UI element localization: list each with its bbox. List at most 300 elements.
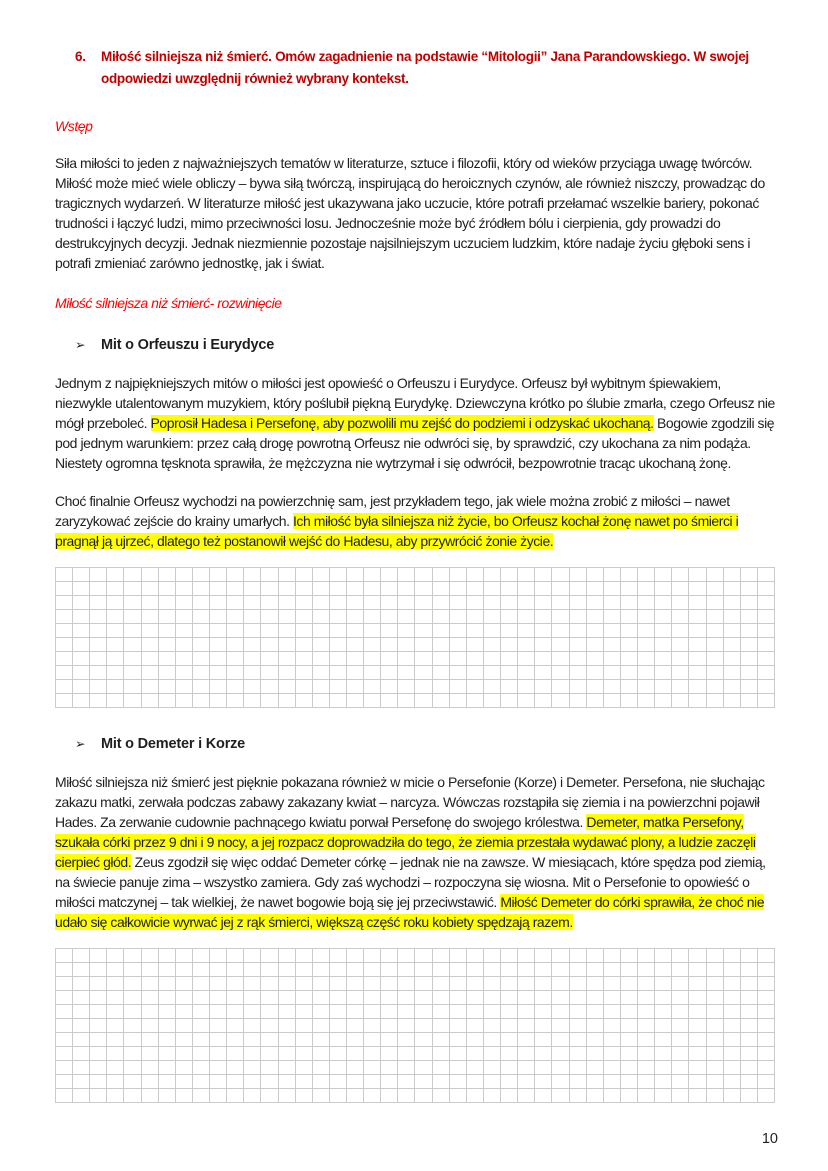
grid-cell <box>655 1047 672 1061</box>
grid-cell <box>124 991 141 1005</box>
grid-cell <box>450 666 467 680</box>
grid-cell <box>176 1019 193 1033</box>
grid-cell <box>758 582 775 596</box>
highlighted-text: Demeter, matka Persefony, szukała córki przez 9 dni i 9 nocy, a jej rozpacz doprowadziła do tego, że ziemia przestała wydawać plony, a ludzie zaczęli cierpieć głód. <box>55 814 756 870</box>
grid-cell <box>724 1033 741 1047</box>
grid-cell <box>707 1033 724 1047</box>
grid-cell <box>672 596 689 610</box>
page-number: 10 <box>761 1131 778 1147</box>
grid-cell <box>758 568 775 582</box>
grid-cell <box>552 1061 569 1075</box>
grid-cell <box>90 963 107 977</box>
grid-cell <box>193 963 210 977</box>
grid-cell <box>398 1075 415 1089</box>
grid-cell <box>261 624 278 638</box>
grid-cell <box>604 680 621 694</box>
grid-cell <box>501 680 518 694</box>
grid-cell <box>296 991 313 1005</box>
grid-cell <box>672 568 689 582</box>
grid-cell <box>433 1075 450 1089</box>
grid-cell <box>467 949 484 963</box>
grid-cell <box>758 977 775 991</box>
grid-cell <box>415 652 432 666</box>
grid-cell <box>655 680 672 694</box>
grid-cell <box>364 596 381 610</box>
grid-cell <box>501 610 518 624</box>
grid-cell <box>364 1005 381 1019</box>
grid-cell <box>261 1005 278 1019</box>
grid-cell <box>124 652 141 666</box>
grid-cell <box>227 596 244 610</box>
grid-cell <box>210 680 227 694</box>
grid-cell <box>724 624 741 638</box>
grid-cell <box>638 638 655 652</box>
grid-cell <box>398 1089 415 1103</box>
grid-cell <box>758 596 775 610</box>
grid-cell <box>741 1019 758 1033</box>
grid-cell <box>570 610 587 624</box>
grid-cell <box>73 610 90 624</box>
grid-cell <box>210 610 227 624</box>
grid-cell <box>672 991 689 1005</box>
grid-cell <box>655 977 672 991</box>
grid-cell <box>90 596 107 610</box>
section-heading-wstep: Wstęp <box>55 118 93 134</box>
grid-cell <box>415 694 432 708</box>
grid-cell <box>415 666 432 680</box>
grid-cell <box>142 596 159 610</box>
grid-cell <box>415 1075 432 1089</box>
grid-cell <box>638 596 655 610</box>
grid-cell <box>210 1033 227 1047</box>
grid-cell <box>313 582 330 596</box>
grid-cell <box>552 991 569 1005</box>
grid-cell <box>381 624 398 638</box>
grid-cell <box>330 1061 347 1075</box>
grid-cell <box>398 596 415 610</box>
grid-cell <box>741 1075 758 1089</box>
grid-cell <box>330 1075 347 1089</box>
grid-cell <box>193 1075 210 1089</box>
grid-cell <box>347 610 364 624</box>
grid-cell <box>347 963 364 977</box>
grid-cell <box>193 1019 210 1033</box>
highlighted-text: Poprosił Hadesa i Persefonę, aby pozwolili mu zejść do podziemi i odzyskać ukochaną. <box>150 415 654 431</box>
grid-cell <box>535 624 552 638</box>
myth-title-demeter-label: Mit o Demeter i Korze <box>101 736 246 752</box>
grid-cell <box>672 694 689 708</box>
grid-cell <box>107 596 124 610</box>
grid-cell <box>433 1033 450 1047</box>
grid-cell <box>655 638 672 652</box>
grid-cell <box>261 638 278 652</box>
grid-cell <box>296 666 313 680</box>
grid-cell <box>621 1075 638 1089</box>
grid-cell <box>724 582 741 596</box>
grid-cell <box>244 638 261 652</box>
paragraph-intro <box>55 153 775 273</box>
grid-cell <box>279 963 296 977</box>
grid-cell <box>707 949 724 963</box>
grid-cell <box>142 1075 159 1089</box>
grid-cell <box>552 1005 569 1019</box>
grid-cell <box>313 1089 330 1103</box>
grid-cell <box>56 610 73 624</box>
text-segment: Siła miłości to jeden z najważniejszych tematów w literaturze, sztuce i filozofii, który od wieków przyciąga uwagę twórców. Miłość może mieć wiele obliczy – bywa siłą twórczą, inspirującą do heroicznych czynów, ale również niszczy, prowadząc do tragicznych wydarzeń. W literaturze miłość jest ukazywana jako uczucie, które potrafi przełamać wszelkie bariery, pokonać trudności i łączyć ludzi, mimo przeciwności losu. Jednocześnie może być źródłem bólu i cierpienia, gdy prowadzi do destrukcyjnych decyzji. Jednak niezmiennie pozostaje najsilniejszym uczuciem ludzkim, które nadaje życiu głęboki sens i potrafi zmieniać zarówno jednostkę, jak i świat. <box>55 155 765 271</box>
grid-cell <box>741 1047 758 1061</box>
grid-cell <box>587 963 604 977</box>
grid-cell <box>176 1061 193 1075</box>
grid-cell <box>621 1033 638 1047</box>
grid-cell <box>604 694 621 708</box>
grid-cell <box>398 977 415 991</box>
grid-cell <box>279 582 296 596</box>
grid-cell <box>638 694 655 708</box>
grid-cell <box>433 596 450 610</box>
grid-cell <box>261 582 278 596</box>
grid-cell <box>433 1005 450 1019</box>
grid-cell <box>398 610 415 624</box>
grid-cell <box>176 624 193 638</box>
grid-cell <box>347 991 364 1005</box>
grid-cell <box>450 1061 467 1075</box>
grid-cell <box>90 1019 107 1033</box>
grid-cell <box>90 1047 107 1061</box>
grid-cell <box>467 652 484 666</box>
grid-cell <box>142 610 159 624</box>
grid-cell <box>124 596 141 610</box>
grid-cell <box>244 582 261 596</box>
grid-cell <box>261 694 278 708</box>
grid-cell <box>587 680 604 694</box>
grid-cell <box>313 680 330 694</box>
grid-cell <box>313 652 330 666</box>
grid-cell <box>638 991 655 1005</box>
grid-cell <box>552 638 569 652</box>
grid-cell <box>672 963 689 977</box>
grid-cell <box>689 1047 706 1061</box>
paragraph-demeter <box>55 772 775 932</box>
grid-cell <box>433 1061 450 1075</box>
highlighted-text: Miłość Demeter do córki sprawiła, że choć nie udało się całkowicie wyrwać jej z rąk śmierci, większą część roku kobiety spędzają razem. <box>55 894 765 930</box>
grid-cell <box>621 991 638 1005</box>
grid-cell <box>433 1047 450 1061</box>
grid-cell <box>244 991 261 1005</box>
grid-cell <box>90 666 107 680</box>
grid-cell <box>296 596 313 610</box>
grid-cell <box>124 1033 141 1047</box>
grid-cell <box>484 652 501 666</box>
text-segment: Jednym z najpiękniejszych mitów o miłości jest opowieść o Orfeuszu i Eurydyce. Orfeusz był wybitnym śpiewakiem, niezwykle utalentowanym muzykiem, który poślubił piękną Eurydykę. Dziewczyna krótko po ślubie zmarła, czego Orfeusz nie mógł przeboleć. <box>55 375 775 431</box>
grid-cell <box>124 568 141 582</box>
grid-cell <box>518 991 535 1005</box>
grid-cell <box>450 694 467 708</box>
grid-cell <box>450 582 467 596</box>
grid-cell <box>90 949 107 963</box>
grid-cell <box>296 610 313 624</box>
grid-cell <box>227 1019 244 1033</box>
grid-cell <box>142 624 159 638</box>
grid-cell <box>107 1075 124 1089</box>
grid-cell <box>227 963 244 977</box>
grid-cell <box>261 1033 278 1047</box>
grid-cell <box>570 1033 587 1047</box>
grid-cell <box>227 638 244 652</box>
grid-cell <box>296 1019 313 1033</box>
arrow-bullet-icon: ➢ <box>75 737 86 751</box>
grid-cell <box>244 963 261 977</box>
grid-cell <box>415 1089 432 1103</box>
grid-cell <box>381 1019 398 1033</box>
grid-cell <box>758 1089 775 1103</box>
text-segment: Zeus zgodził się więc oddać Demeter córkę – jednak nie na zawsze. W miesiącach, które spędza pod ziemią, na świecie panuje zima – wszystko zamiera. Gdy zaś wychodzi – rozpoczyna się wiosna. Mit o Persefonie to opowieść o miłości matczynej – tak wielkiej, że nawet bogowie boją się jej przeciwstawić. <box>55 854 766 910</box>
grid-cell <box>535 977 552 991</box>
grid-cell <box>724 694 741 708</box>
grid-cell <box>107 680 124 694</box>
grid-cell <box>518 568 535 582</box>
grid-cell <box>655 1075 672 1089</box>
grid-cell <box>176 963 193 977</box>
grid-cell <box>176 1005 193 1019</box>
grid-cell <box>415 1061 432 1075</box>
text-segment: Choć finalnie Orfeusz wychodzi na powierzchnię sam, jest przykładem tego, jak wiele można zrobić z miłości – nawet zaryzykować zejście do krainy umarłych. <box>55 493 730 529</box>
grid-cell <box>210 1047 227 1061</box>
grid-cell <box>724 568 741 582</box>
grid-cell <box>124 624 141 638</box>
grid-cell <box>450 1089 467 1103</box>
grid-cell <box>535 1033 552 1047</box>
grid-cell <box>724 977 741 991</box>
grid-cell <box>56 1033 73 1047</box>
grid-cell <box>501 949 518 963</box>
grid-cell <box>689 1075 706 1089</box>
grid-cell <box>655 1061 672 1075</box>
grid-cell <box>364 991 381 1005</box>
arrow-bullet-icon: ➢ <box>75 338 86 352</box>
grid-cell <box>570 582 587 596</box>
grid-cell <box>604 652 621 666</box>
grid-cell <box>193 624 210 638</box>
grid-cell <box>73 680 90 694</box>
grid-cell <box>296 568 313 582</box>
grid-cell <box>758 666 775 680</box>
grid-cell <box>364 582 381 596</box>
grid-cell <box>56 1019 73 1033</box>
grid-cell <box>261 1075 278 1089</box>
grid-cell <box>330 977 347 991</box>
grid-cell <box>655 596 672 610</box>
grid-cell <box>552 1089 569 1103</box>
grid-cell <box>90 624 107 638</box>
grid-cell <box>347 1019 364 1033</box>
grid-cell <box>73 694 90 708</box>
grid-cell <box>398 624 415 638</box>
grid-cell <box>570 1005 587 1019</box>
grid-cell <box>741 991 758 1005</box>
grid-cell <box>142 1033 159 1047</box>
grid-cell <box>689 949 706 963</box>
grid-cell <box>433 568 450 582</box>
grid-cell <box>398 568 415 582</box>
grid-cell <box>56 977 73 991</box>
grid-cell <box>364 977 381 991</box>
grid-cell <box>433 610 450 624</box>
grid-cell <box>159 1019 176 1033</box>
grid-cell <box>501 596 518 610</box>
grid-cell <box>398 1005 415 1019</box>
grid-cell <box>741 680 758 694</box>
grid-cell <box>621 596 638 610</box>
grid-cell <box>587 610 604 624</box>
grid-cell <box>176 680 193 694</box>
grid-cell <box>227 666 244 680</box>
grid-cell <box>107 652 124 666</box>
grid-cell <box>210 624 227 638</box>
grid-cell <box>724 680 741 694</box>
grid-cell <box>655 1005 672 1019</box>
grid-cell <box>330 694 347 708</box>
grid-cell <box>73 568 90 582</box>
grid-cell <box>570 949 587 963</box>
grid-cell <box>56 694 73 708</box>
grid-cell <box>689 1033 706 1047</box>
grid-cell <box>381 582 398 596</box>
grid-cell <box>672 977 689 991</box>
grid-cell <box>279 1033 296 1047</box>
grid-cell <box>90 977 107 991</box>
grid-cell <box>638 1047 655 1061</box>
grid-cell <box>159 1047 176 1061</box>
grid-cell <box>193 610 210 624</box>
grid-cell <box>450 977 467 991</box>
grid-cell <box>313 949 330 963</box>
grid-cell <box>159 652 176 666</box>
grid-cell <box>347 680 364 694</box>
grid-cell <box>107 991 124 1005</box>
grid-cell <box>73 638 90 652</box>
grid-cell <box>484 582 501 596</box>
grid-cell <box>535 1005 552 1019</box>
grid-cell <box>244 949 261 963</box>
grid-cell <box>638 1019 655 1033</box>
grid-cell <box>364 652 381 666</box>
grid-cell <box>279 652 296 666</box>
grid-cell <box>279 568 296 582</box>
grid-cell <box>587 596 604 610</box>
grid-cell <box>707 977 724 991</box>
grid-cell <box>638 666 655 680</box>
grid-cell <box>535 610 552 624</box>
grid-cell <box>707 1019 724 1033</box>
grid-cell <box>604 610 621 624</box>
grid-cell <box>364 624 381 638</box>
question-heading <box>55 46 775 90</box>
grid-cell <box>501 963 518 977</box>
grid-cell <box>741 1061 758 1075</box>
grid-cell <box>724 1061 741 1075</box>
grid-cell <box>638 610 655 624</box>
grid-cell <box>176 666 193 680</box>
grid-cell <box>296 949 313 963</box>
grid-cell <box>707 582 724 596</box>
grid-cell <box>398 638 415 652</box>
grid-cell <box>381 680 398 694</box>
grid-cell <box>501 991 518 1005</box>
grid-cell <box>655 568 672 582</box>
grid-cell <box>313 624 330 638</box>
grid-cell <box>450 1005 467 1019</box>
grid-cell <box>450 596 467 610</box>
grid-cell <box>261 991 278 1005</box>
grid-cell <box>279 666 296 680</box>
grid-cell <box>450 963 467 977</box>
grid-cell <box>176 596 193 610</box>
grid-cell <box>570 624 587 638</box>
grid-cell <box>107 638 124 652</box>
grid-cell <box>381 638 398 652</box>
grid-cell <box>415 596 432 610</box>
grid-cell <box>741 1033 758 1047</box>
grid-cell <box>518 680 535 694</box>
grid-cell <box>244 1047 261 1061</box>
grid-cell <box>587 1061 604 1075</box>
grid-cell <box>330 963 347 977</box>
grid-cell <box>672 1005 689 1019</box>
grid-cell <box>758 652 775 666</box>
grid-cell <box>552 963 569 977</box>
grid-cell <box>724 1047 741 1061</box>
grid-cell <box>244 596 261 610</box>
grid-cell <box>107 1019 124 1033</box>
grid-cell <box>330 949 347 963</box>
grid-cell <box>210 1019 227 1033</box>
grid-cell <box>467 568 484 582</box>
grid-cell <box>296 1005 313 1019</box>
grid-cell <box>73 1047 90 1061</box>
grid-cell <box>107 949 124 963</box>
grid-cell <box>90 680 107 694</box>
grid-cell <box>535 596 552 610</box>
grid-cell <box>707 624 724 638</box>
grid-cell <box>484 1047 501 1061</box>
grid-cell <box>724 1089 741 1103</box>
grid-cell <box>570 991 587 1005</box>
grid-cell <box>227 949 244 963</box>
grid-cell <box>73 963 90 977</box>
grid-cell <box>73 596 90 610</box>
grid-cell <box>381 596 398 610</box>
grid-cell <box>450 652 467 666</box>
grid-cell <box>758 680 775 694</box>
grid-cell <box>587 991 604 1005</box>
grid-cell <box>330 680 347 694</box>
grid-cell <box>193 694 210 708</box>
grid-cell <box>159 666 176 680</box>
grid-cell <box>56 1005 73 1019</box>
grid-cell <box>672 1075 689 1089</box>
grid-cell <box>535 666 552 680</box>
grid-cell <box>107 1061 124 1075</box>
grid-cell <box>467 963 484 977</box>
grid-cell <box>279 624 296 638</box>
grid-cell <box>364 1019 381 1033</box>
grid-cell <box>604 624 621 638</box>
grid-cell <box>56 568 73 582</box>
grid-cell <box>707 963 724 977</box>
grid-cell <box>159 624 176 638</box>
grid-cell <box>672 949 689 963</box>
grid-cell <box>689 1089 706 1103</box>
